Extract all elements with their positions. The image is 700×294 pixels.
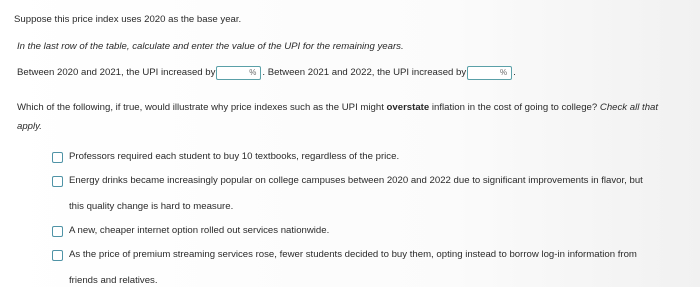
percent-unit: % — [249, 68, 257, 77]
upi-2020-2021-field[interactable] — [216, 66, 261, 80]
upi-label-2021-2022: . Between 2021 and 2022, the UPI increased by — [262, 67, 467, 78]
upi-2020-2021-input[interactable] — [221, 68, 249, 78]
question-text — [17, 98, 677, 136]
question-text-after: inflation in the cost of going to college? — [431, 102, 598, 113]
question-hint: Check all that apply. — [17, 102, 659, 132]
option-label: Professors required each student to buy 10 textbooks, regardless of the price. — [69, 151, 400, 162]
checkbox[interactable] — [52, 250, 63, 261]
end-punctuation: . — [513, 67, 516, 78]
option-label: A new, cheaper internet option rolled out services nationwide. — [69, 225, 330, 236]
upi-label-2020-2021: Between 2020 and 2021, the UPI increased by — [17, 67, 216, 78]
upi-2021-2022-input[interactable] — [472, 68, 500, 78]
question-bold-word: overstate — [386, 102, 430, 113]
option-label: As the price of premium streaming services rose, fewer students decided to buy them, opting instead to borrow log-in information from friends and relatives. — [69, 249, 637, 286]
base-year-text: Suppose this price index uses 2020 as the base year. — [14, 14, 242, 25]
option-label: Energy drinks became increasingly popular on college campuses between 2020 and 2022 due to significant improvements in flavor, but this quality change is hard to measure. — [69, 175, 643, 212]
percent-unit: % — [500, 68, 508, 77]
checkbox[interactable] — [52, 152, 63, 163]
question-text-before: Which of the following, if true, would illustrate why price indexes such as the UPI might — [17, 102, 384, 113]
instruction-text: In the last row of the table, calculate and enter the value of the UPI for the remaining years. — [17, 41, 404, 52]
upi-increase-row — [17, 66, 516, 80]
checkbox[interactable] — [52, 226, 63, 237]
checkbox[interactable] — [52, 176, 63, 187]
option-energy-drinks[interactable] — [52, 175, 659, 220]
upi-2021-2022-field[interactable] — [467, 66, 512, 80]
option-streaming[interactable] — [52, 249, 659, 294]
